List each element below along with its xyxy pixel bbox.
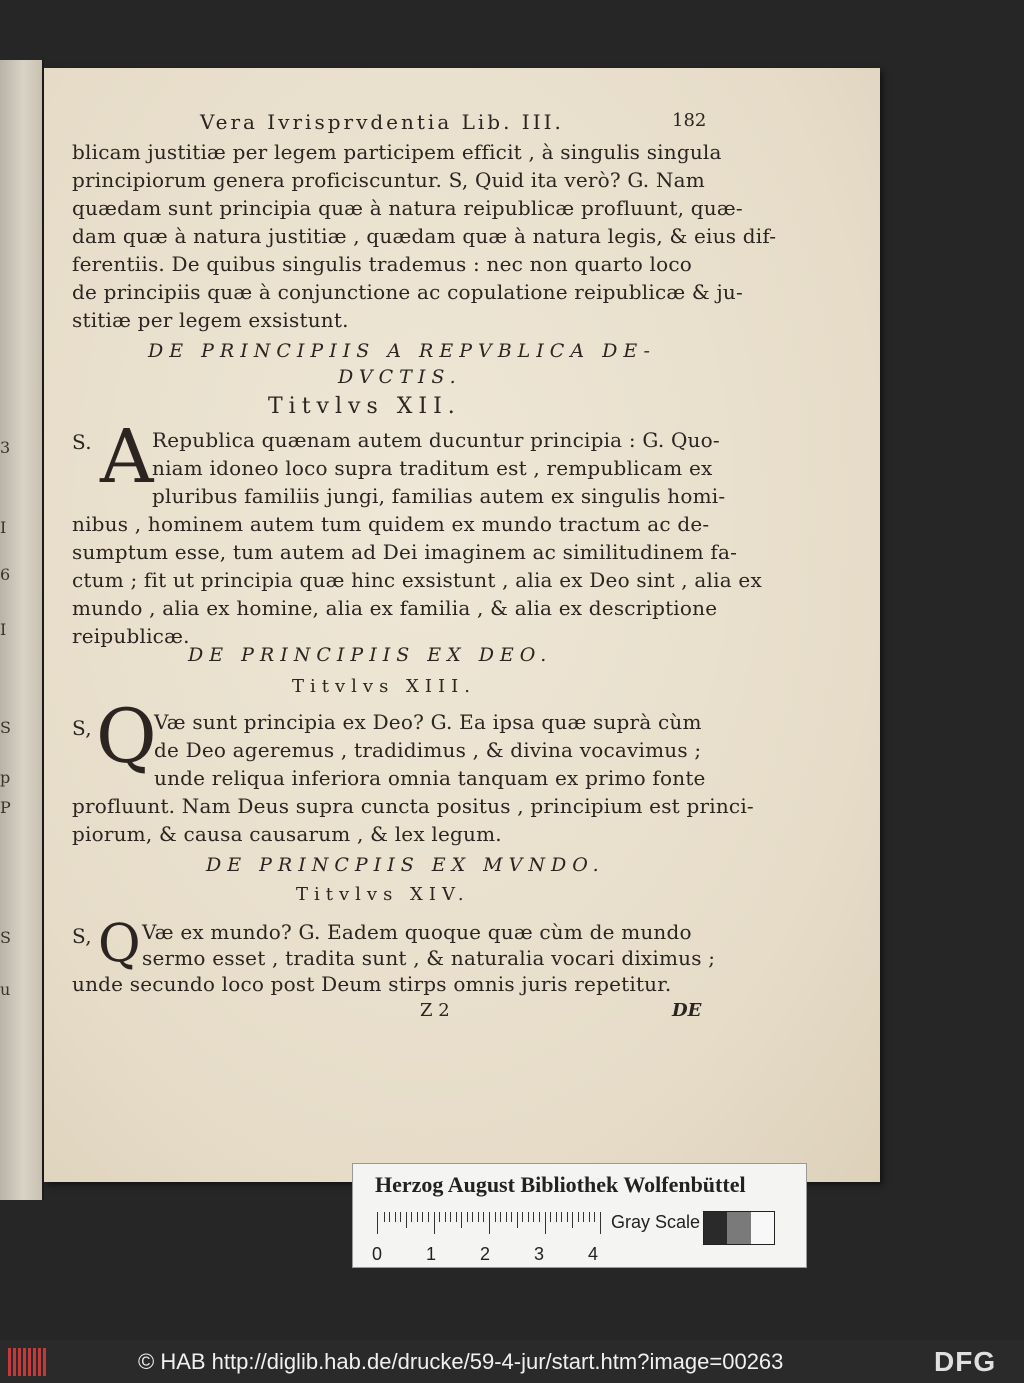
sliver-char: u <box>0 980 11 999</box>
text-line: nibus , hominem autem tum quidem ex mundo tractum ac de- <box>72 512 710 536</box>
catchword: DE <box>672 1000 702 1021</box>
speaker-label: S, <box>72 716 92 740</box>
text-line: profluunt. Nam Deus supra cuncta positus , principium est princi- <box>72 794 754 818</box>
ruler-tick <box>589 1212 590 1222</box>
titulus-heading: Titvlvs XII. <box>268 394 461 419</box>
ruler-tick <box>550 1212 551 1222</box>
drop-cap: A <box>100 414 154 500</box>
swatch-light <box>751 1212 774 1244</box>
text-line: Væ sunt principia ex Deo? G. Ea ipsa quæ suprà cùm <box>154 710 702 734</box>
ruler-number: 3 <box>534 1244 545 1264</box>
sliver-char: I <box>0 620 7 639</box>
color-calibration-target <box>352 1163 807 1268</box>
scale-ruler <box>377 1212 600 1234</box>
ruler-tick <box>594 1212 595 1222</box>
running-head: Vera Ivrisprvdentia Lib. III. <box>200 110 564 134</box>
ruler-tick <box>500 1212 501 1222</box>
gray-scale-swatches <box>703 1211 775 1245</box>
sliver-char: S <box>0 718 11 737</box>
ruler-tick <box>483 1212 484 1222</box>
ruler-tick <box>478 1212 479 1222</box>
text-line: dam quæ à natura justitiæ , quædam quæ à natura legis, & eius dif- <box>72 224 777 248</box>
ruler-tick <box>506 1212 507 1222</box>
ruler-number: 0 <box>372 1244 383 1264</box>
text-line: piorum, & causa causarum , & lex legum. <box>72 822 502 846</box>
ruler-tick <box>556 1212 557 1222</box>
ruler-tick <box>428 1212 429 1222</box>
swatch-mid <box>727 1212 750 1244</box>
ruler-tick <box>567 1212 568 1222</box>
ruler-tick <box>389 1212 390 1222</box>
text-line: sumptum esse, tum autem ad Dei imaginem ac similitudinem fa- <box>72 540 738 564</box>
text-line: unde reliqua inferiora omnia tanquam ex primo fonte <box>154 766 706 790</box>
text-line: quædam sunt principia quæ à natura reipublicæ profluunt, quæ- <box>72 196 743 220</box>
swatch-dark <box>704 1212 727 1244</box>
sliver-char: P <box>0 798 11 817</box>
hab-logo-icon <box>8 1348 48 1376</box>
footer-bar <box>0 1340 1024 1383</box>
text-line: principiorum genera proficiscuntur. S, Quid ita verò? G. Nam <box>72 168 705 192</box>
ruler-tick <box>422 1212 423 1222</box>
ruler-tick <box>545 1212 546 1234</box>
ruler-tick <box>439 1212 440 1222</box>
ruler-tick <box>434 1212 435 1234</box>
ruler-tick <box>495 1212 496 1222</box>
text-line: blicam justitiæ per legem participem efficit , à singulis singula <box>72 140 722 164</box>
ruler-tick <box>472 1212 473 1222</box>
text-line: pluribus familiis jungi, familias autem ex singulis homi- <box>152 484 726 508</box>
text-line: stitiæ per legem exsistunt. <box>72 308 349 332</box>
section-heading: DVCTIS. <box>338 366 462 388</box>
text-line: de principiis quæ à conjunctione ac copulatione reipublicæ & ju- <box>72 280 743 304</box>
text-line: Republica quænam autem ducuntur principia : G. Quo- <box>152 428 720 452</box>
ruler-tick <box>583 1212 584 1222</box>
text-line: reipublicæ. <box>72 624 190 648</box>
text-line: ferentiis. De quibus singulis trademus : nec non quarto loco <box>72 252 693 276</box>
ruler-tick <box>533 1212 534 1222</box>
sliver-char: I <box>0 518 7 537</box>
signature-mark: Z 2 <box>420 1000 450 1021</box>
section-heading: DE PRINCIPIIS EX DEO. <box>188 644 553 666</box>
text-line: niam idoneo loco supra traditum est , rempublicam ex <box>152 456 713 480</box>
text-line: Væ ex mundo? G. Eadem quoque quæ cùm de mundo <box>142 920 692 944</box>
copyright-url[interactable]: © HAB http://diglib.hab.de/drucke/59-4-jur/start.htm?image=00263 <box>138 1349 784 1374</box>
ruler-number: 1 <box>426 1244 437 1264</box>
previous-page-edge <box>0 60 44 1200</box>
ruler-tick <box>561 1212 562 1222</box>
section-heading: DE PRINCIPIIS A REPVBLICA DE- <box>148 340 656 362</box>
ruler-tick <box>522 1212 523 1222</box>
drop-cap: Q <box>96 694 157 780</box>
gray-scale-label: Gray Scale <box>611 1212 701 1232</box>
ruler-tick <box>528 1212 529 1222</box>
sliver-char: 3 <box>0 438 11 457</box>
sliver-char: p <box>0 768 11 787</box>
titulus-heading: Titvlvs XIV. <box>296 884 470 905</box>
ruler-tick <box>395 1212 396 1222</box>
ruler-tick <box>467 1212 468 1222</box>
ruler-tick <box>411 1212 412 1222</box>
ruler-tick <box>400 1212 401 1222</box>
ruler-tick <box>511 1212 512 1222</box>
ruler-tick <box>461 1212 462 1228</box>
library-name: Herzog August Bibliothek Wolfenbüttel <box>375 1172 746 1197</box>
sliver-char: 6 <box>0 565 11 584</box>
ruler-tick <box>489 1212 490 1234</box>
ruler-tick <box>517 1212 518 1228</box>
speaker-label: S, <box>72 924 92 948</box>
section-heading: DE PRINCPIIS EX MVNDO. <box>206 854 605 876</box>
page-number: 182 <box>672 110 707 131</box>
ruler-tick <box>417 1212 418 1222</box>
ruler-tick <box>600 1212 601 1234</box>
dfg-logo: DFG <box>934 1346 997 1377</box>
text-line: ctum ; fit ut principia quæ hinc exsistunt , alia ex Deo sint , alia ex <box>72 568 762 592</box>
text-line: sermo esset , tradita sunt , & naturalia vocari diximus ; <box>142 946 716 970</box>
ruler-tick <box>445 1212 446 1222</box>
drop-cap: Q <box>98 914 141 974</box>
text-line: de Deo ageremus , tradidimus , & divina vocavimus ; <box>154 738 702 762</box>
ruler-tick <box>450 1212 451 1222</box>
ruler-tick <box>578 1212 579 1222</box>
sliver-char: S <box>0 928 11 947</box>
ruler-tick <box>572 1212 573 1228</box>
text-line: unde secundo loco post Deum stirps omnis juris repetitur. <box>72 972 672 996</box>
ruler-tick <box>406 1212 407 1228</box>
ruler-tick <box>539 1212 540 1222</box>
titulus-heading: Titvlvs XIII. <box>292 676 476 697</box>
ruler-tick <box>384 1212 385 1222</box>
ruler-number: 2 <box>480 1244 491 1264</box>
speaker-label: S. <box>72 430 92 454</box>
ruler-tick <box>456 1212 457 1222</box>
ruler-number: 4 <box>588 1244 599 1264</box>
text-line: mundo , alia ex homine, alia ex familia , & alia ex descriptione <box>72 596 718 620</box>
